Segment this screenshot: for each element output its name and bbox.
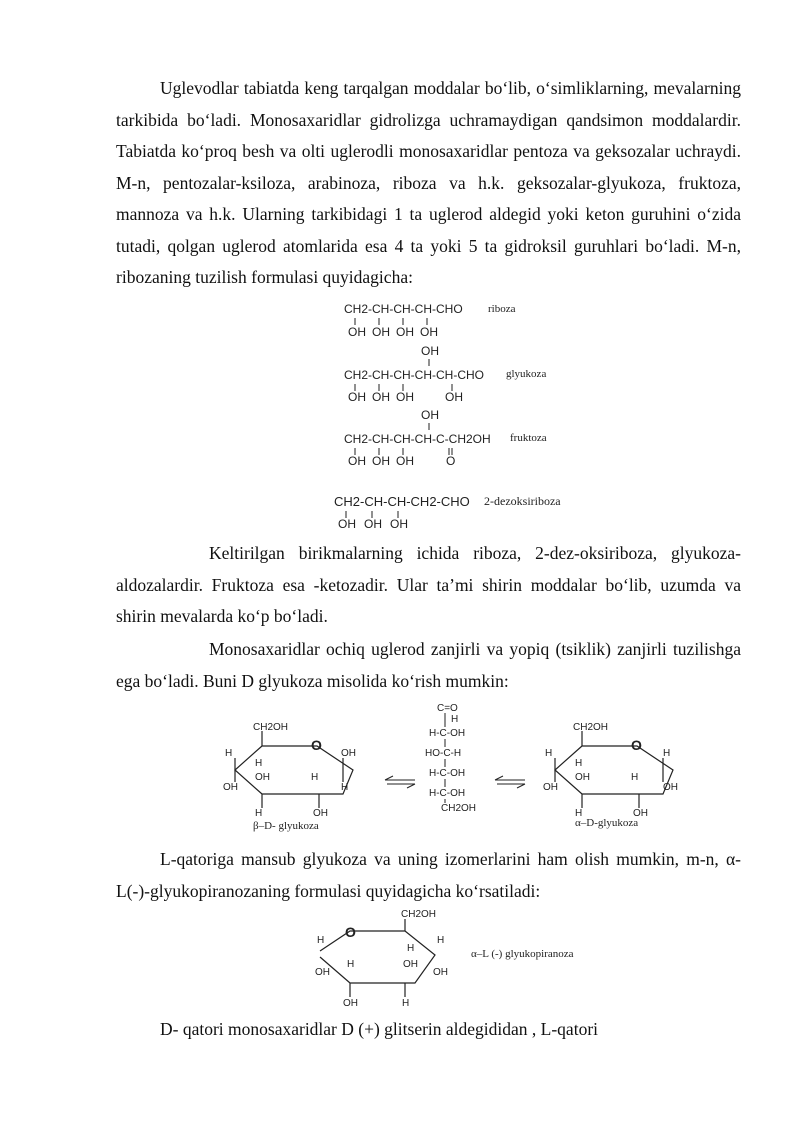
- glyukoza-oh-2: OH: [372, 390, 390, 404]
- open-chain-row-2: HO-C-H: [425, 748, 462, 759]
- fruktoza-ketone-o: O: [446, 454, 456, 468]
- paragraph-aldoses: Keltirilgan birikmalarning ichida riboza, 2-dez-oksiriboza, glyukoza-aldozalardir. Fruktoza esa -ketozadir. Ular ta’mi shirin moddalar bo‘lib, uzumda va shirin mevalarda ko‘p bo‘ladi.: [116, 543, 741, 626]
- beta-ring-o: O: [311, 737, 322, 753]
- paragraph-intro: Uglevodlar tabiatda keng tarqalgan moddalar bo‘lib, o‘simliklarning, mevalarning tarkibida bo‘ladi. Monosaxaridlar gidrolizga uchramaydigan qandsimon moddalardir. Tabiatda ko‘proq besh va olti uglerodli monosaxaridlar pentoza va geksozalar uchraydi. M-n, pentozalar-ksiloza, arabinoza, riboza va h.k. geksozalar-glyukoza, fruktoza, mannoza va h.k. Ularning tarkibidagi 1 ta uglerod aldegid yoki keton guruhini o‘zida tutadi, qolgan uglerod atomlarida esa 4 ta yoki 5 ta gidroksil guruhlari bo‘ladi. M-n, ribozaning tuzilish formulasi quyidagicha:: [116, 78, 741, 287]
- paragraph-cyclic-intro: Monosaxaridlar ochiq uglerod zanjirli va yopiq (tsiklik) zanjirli tuzilishga ega bo‘ladi. Buni D glyukoza misolida ko‘rish mumkin:: [116, 639, 741, 691]
- dezoksiriboza-oh-1: OH: [338, 517, 356, 531]
- alpha-oh-c3: OH: [575, 772, 590, 783]
- glyukoza-label: glyukoza: [506, 368, 547, 380]
- dezoksiriboza-oh-3: OH: [390, 517, 408, 531]
- open-chain-row-5: CH2OH: [441, 803, 477, 814]
- l-ch2oh: CH2OH: [401, 909, 437, 920]
- l-h-right: H: [437, 935, 445, 946]
- fruktoza-chain: CH2-CH-CH-CH-C-CH2OH: [344, 432, 491, 446]
- alpha-h-left: H: [545, 748, 553, 759]
- beta-oh-left: OH: [223, 782, 238, 793]
- beta-h-c2: H: [311, 772, 319, 783]
- l-h-c2: H: [347, 959, 355, 970]
- glyukoza-oh-4: OH: [445, 390, 463, 404]
- alpha-h-c1: H: [663, 748, 671, 759]
- open-chain-formulas: [330, 296, 590, 531]
- beta-glucose-ring: [235, 731, 353, 808]
- equilibrium-arrows-left: [385, 776, 415, 788]
- riboza-oh-4: OH: [420, 325, 438, 339]
- open-chain-row-1: H-C-OH: [429, 728, 466, 739]
- l-oh-right: OH: [433, 967, 448, 978]
- open-chain-h: H: [451, 714, 459, 725]
- dezoksiriboza-label: 2-dezoksiriboza: [484, 494, 561, 508]
- beta-h-c1: H: [341, 782, 349, 793]
- l-oh-bottom: OH: [343, 998, 358, 1009]
- glyukoza-chain: CH2-CH-CH-CH-CH-CHO: [344, 368, 484, 382]
- alpha-oh-c1: OH: [663, 782, 678, 793]
- l-glucose-ring: [320, 919, 435, 997]
- alpha-h-bottom: H: [575, 808, 583, 819]
- fruktoza-oh-3: OH: [396, 454, 414, 468]
- glyukoza-oh-top: OH: [421, 344, 439, 358]
- fruktoza-oh-2: OH: [372, 454, 390, 468]
- alpha-oh-bottom: OH: [633, 808, 648, 819]
- l-h-left: H: [317, 935, 325, 946]
- paragraph-d-series: D- qatori monosaxaridlar D (+) glitserin aldegididan , L-qatori: [160, 1019, 599, 1039]
- riboza-label: riboza: [488, 303, 516, 315]
- equilibrium-arrows-right: [495, 776, 525, 788]
- glyukoza-oh-1: OH: [348, 390, 366, 404]
- fruktoza-label: fruktoza: [510, 432, 547, 444]
- alpha-ring-o: O: [631, 737, 642, 753]
- dezoksiriboza-oh-2: OH: [364, 517, 382, 531]
- alpha-label: α–D-glyukoza: [575, 817, 639, 829]
- paragraph-l-glucose: L-qatoriga mansub glyukoza va uning izomerlarini ham olish mumkin, m-n, α-L(-)-glyukopiranozaning formulasi quyidagicha ko‘rsatiladi:: [116, 849, 741, 901]
- alpha-glucose-ring: [555, 731, 673, 808]
- l-oh-left: OH: [315, 967, 330, 978]
- glucose-equilibrium-diagram: [215, 700, 695, 835]
- beta-oh-c3: OH: [255, 772, 270, 783]
- alpha-oh-left: OH: [543, 782, 558, 793]
- riboza-oh-1: OH: [348, 325, 366, 339]
- alpha-h-c4: H: [575, 758, 583, 769]
- riboza-chain: CH2-CH-CH-CH-CHO: [344, 302, 463, 316]
- alpha-ch2oh: CH2OH: [573, 722, 609, 733]
- fruktoza-oh-1: OH: [348, 454, 366, 468]
- l-ring-o: O: [345, 924, 356, 940]
- open-chain-c-o: C=O: [437, 703, 458, 714]
- dezoksiriboza-chain: CH2-CH-CH-CH2-CHO: [334, 494, 470, 509]
- beta-oh-bottom: OH: [313, 808, 328, 819]
- alpha-h-c2: H: [631, 772, 639, 783]
- riboza-oh-2: OH: [372, 325, 390, 339]
- fruktoza-oh-top: OH: [421, 408, 439, 422]
- glyukoza-oh-3: OH: [396, 390, 414, 404]
- l-oh-c4: OH: [403, 959, 418, 970]
- l-glucose-label: α–L (-) glyukopiranoza: [471, 948, 574, 960]
- l-h-c5: H: [407, 943, 415, 954]
- beta-oh-c1: OH: [341, 748, 356, 759]
- beta-h-bottom: H: [255, 808, 263, 819]
- l-h-bottom: H: [402, 998, 410, 1009]
- beta-label: β–D- glyukoza: [253, 820, 319, 832]
- open-chain-row-4: H-C-OH: [429, 788, 466, 799]
- beta-ch2oh: CH2OH: [253, 722, 289, 733]
- open-chain-row-3: H-C-OH: [429, 768, 466, 779]
- riboza-oh-3: OH: [396, 325, 414, 339]
- l-glucopyranose-diagram: [305, 905, 605, 1010]
- beta-h-c4: H: [255, 758, 263, 769]
- beta-h-left: H: [225, 748, 233, 759]
